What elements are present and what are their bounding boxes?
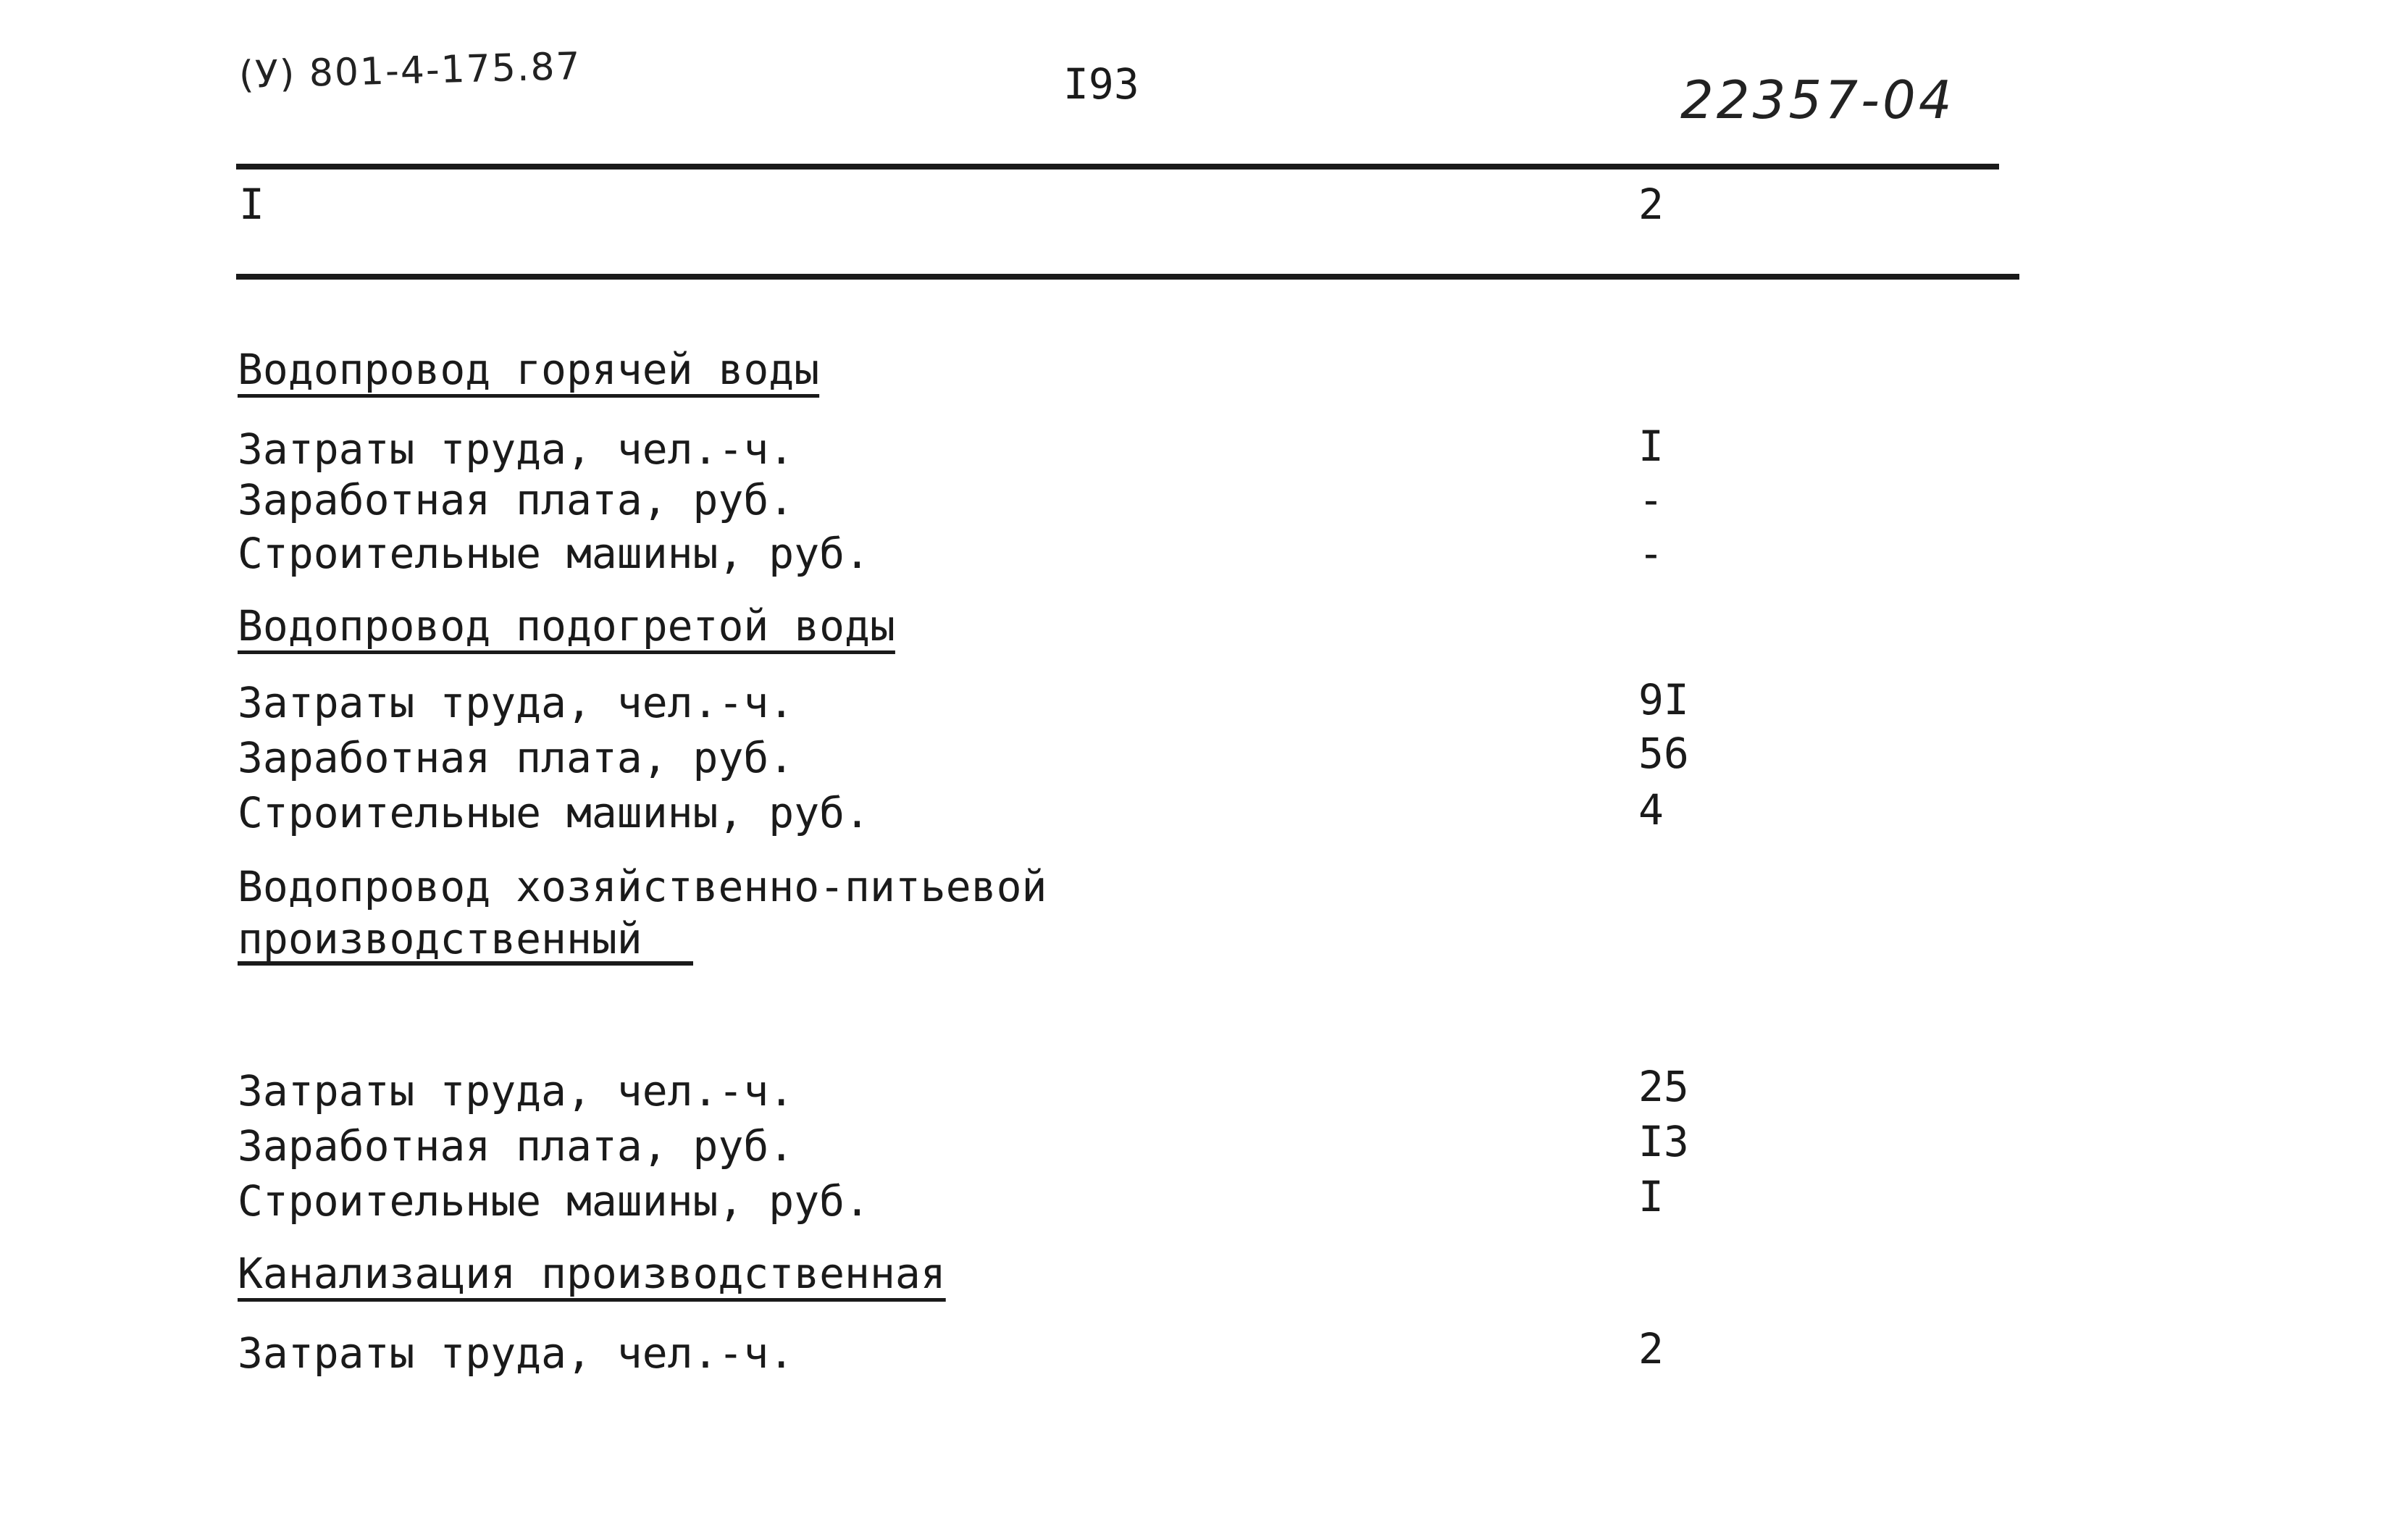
row-label: Заработная плата, руб. — [238, 475, 795, 524]
section-title-hot-water: Водопровод горячей воды — [238, 345, 820, 394]
row-value: I3 — [1638, 1117, 1689, 1166]
section-title-heated-water: Водопровод подогретой воды — [238, 601, 895, 650]
row-label: Строительные машины, руб. — [238, 529, 870, 578]
document-reference: (У) 801-4-175.87 — [238, 44, 582, 98]
column-header-2: 2 — [1638, 180, 1664, 229]
row-value: 25 — [1638, 1062, 1689, 1111]
row-value: 9I — [1638, 675, 1689, 724]
row-label: Заработная плата, руб. — [238, 1121, 795, 1171]
row-label: Затраты труда, чел.-ч. — [238, 1328, 795, 1378]
row-label: Затраты труда, чел.-ч. — [238, 424, 795, 474]
section-title-line1: Водопровод хозяйственно-питьевой — [238, 862, 1047, 911]
row-label: Затраты труда, чел.-ч. — [238, 1066, 795, 1116]
section-title-sewerage: Канализация производственная — [238, 1249, 946, 1298]
row-label: Затраты труда, чел.-ч. — [238, 678, 795, 727]
column-header-1: I — [239, 180, 264, 229]
row-value: 56 — [1638, 729, 1689, 778]
row-value: 4 — [1638, 785, 1664, 834]
table-top-rule — [236, 164, 1999, 170]
row-label: Строительные машины, руб. — [238, 788, 870, 837]
row-value: 2 — [1638, 1324, 1664, 1373]
row-label: Строительные машины, руб. — [238, 1176, 870, 1226]
page-number: I93 — [1063, 59, 1139, 109]
row-value: I — [1638, 422, 1664, 471]
row-label: Заработная плата, руб. — [238, 733, 795, 782]
table-header-rule — [236, 274, 2019, 280]
row-value: - — [1638, 475, 1664, 524]
document-code: 22357-04 — [1680, 70, 1955, 130]
row-value: I — [1638, 1172, 1664, 1221]
row-value: - — [1638, 529, 1664, 578]
section-title-domestic-water — [238, 861, 1047, 966]
section-title-line2: производственный — [238, 916, 693, 966]
